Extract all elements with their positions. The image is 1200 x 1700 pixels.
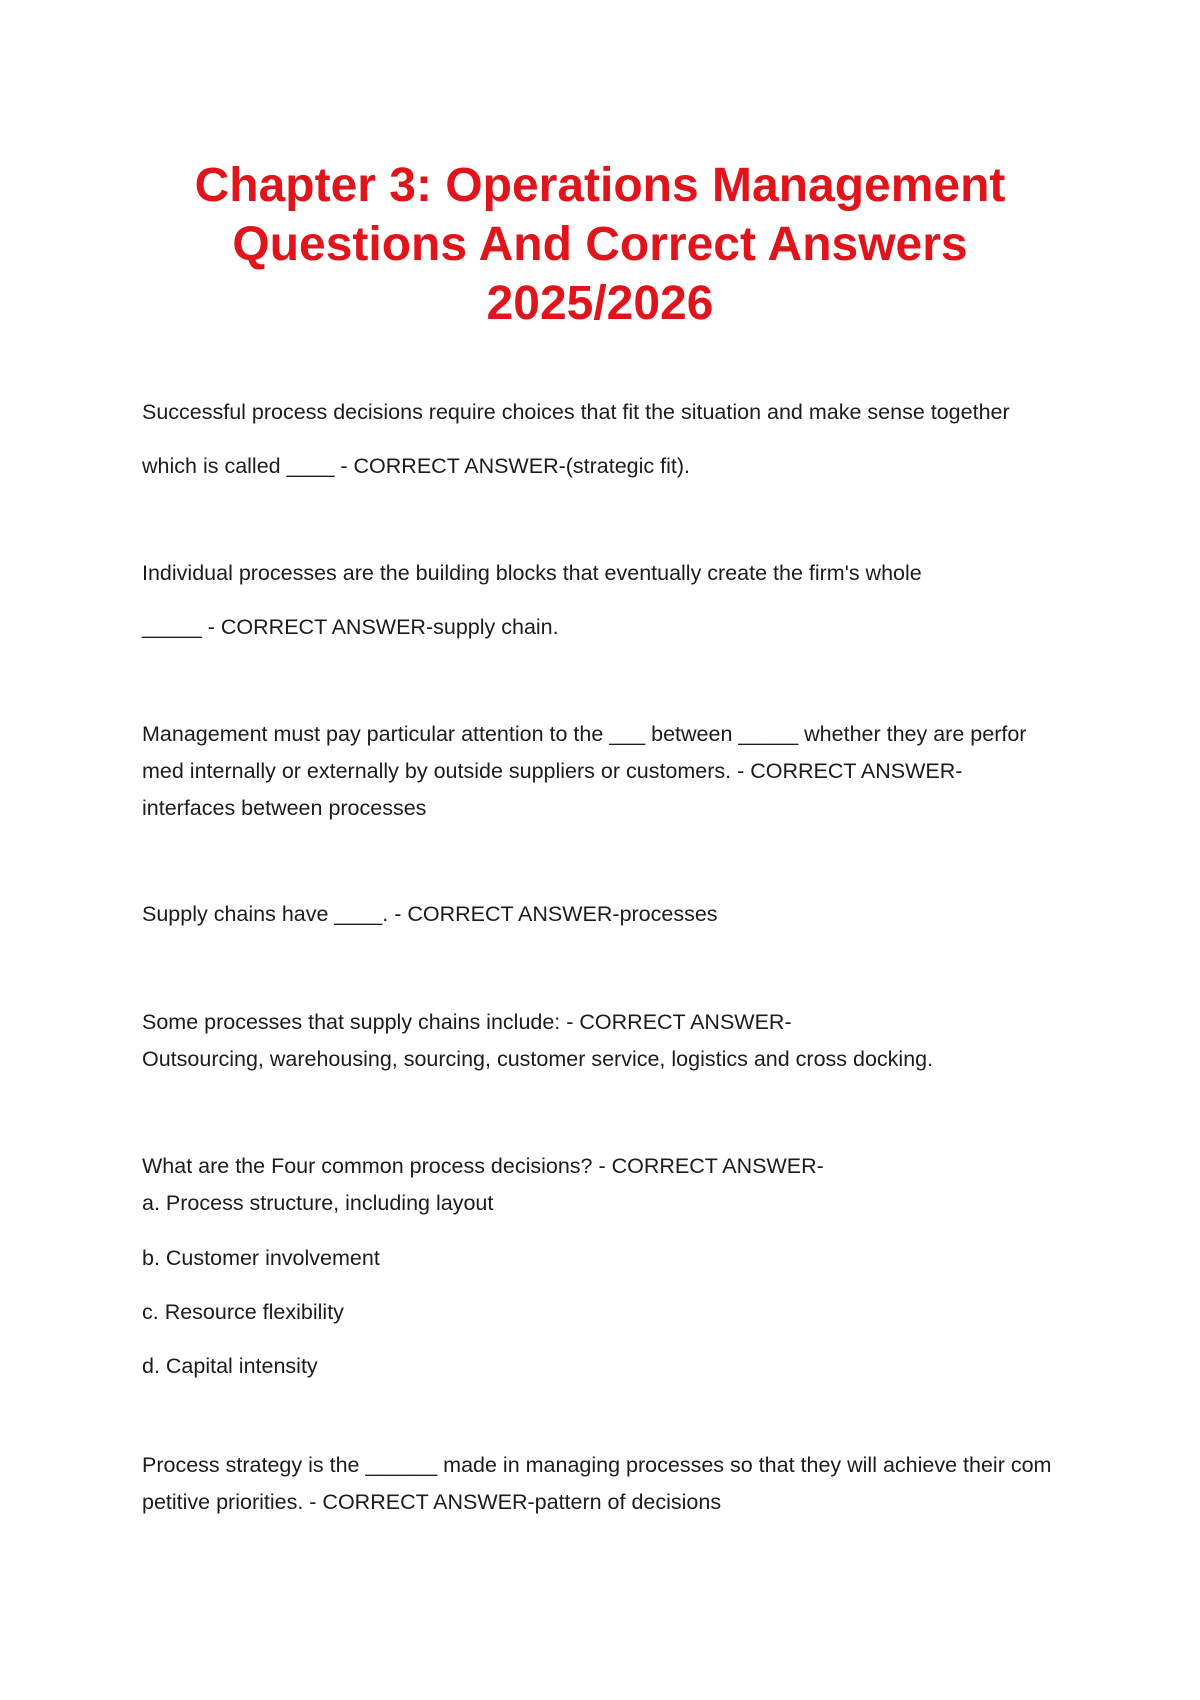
qa-line: Process strategy is the ______ made in managing processes so that they will achieve their com (142, 1453, 1052, 1477)
qa-line: med internally or externally by outside suppliers or customers. - CORRECT ANSWER- (142, 759, 963, 783)
title-line: Chapter 3: Operations Management (194, 159, 1006, 212)
qa-line: which is called ____ - CORRECT ANSWER-(strategic fit). (142, 454, 690, 478)
title-line: 2025/2026 (486, 277, 714, 330)
qa-line: _____ - CORRECT ANSWER-supply chain. (142, 615, 559, 639)
document-title (100, 156, 1100, 333)
qa-item (142, 1447, 1082, 1521)
qa-item (142, 546, 1082, 654)
qa-item (142, 1004, 1082, 1078)
qa-sub-list (142, 1231, 1082, 1393)
qa-item (142, 1148, 1082, 1222)
list-item: c. Resource flexibility (142, 1300, 344, 1324)
qa-line: Individual processes are the building blocks that eventually create the firm's whole (142, 561, 922, 585)
qa-line: interfaces between processes (142, 796, 427, 820)
qa-line: petitive priorities. - CORRECT ANSWER-pattern of decisions (142, 1490, 722, 1514)
qa-line: Some processes that supply chains include: - CORRECT ANSWER- (142, 1010, 792, 1034)
qa-line: What are the Four common process decisions? - CORRECT ANSWER- (142, 1154, 824, 1178)
title-line: Questions And Correct Answers (232, 218, 968, 271)
qa-item (142, 896, 1082, 933)
list-item: d. Capital intensity (142, 1354, 318, 1378)
qa-item (142, 385, 1082, 493)
qa-line: Outsourcing, warehousing, sourcing, customer service, logistics and cross docking. (142, 1047, 934, 1071)
qa-line: Supply chains have ____. - CORRECT ANSWER-processes (142, 902, 718, 926)
qa-item (142, 716, 1082, 827)
qa-line: a. Process structure, including layout (142, 1191, 494, 1215)
list-item: b. Customer involvement (142, 1246, 380, 1270)
qa-line: Management must pay particular attention to the ___ between _____ whether they are perfor (142, 722, 1027, 746)
qa-line: Successful process decisions require choices that fit the situation and make sense together (142, 400, 1010, 424)
